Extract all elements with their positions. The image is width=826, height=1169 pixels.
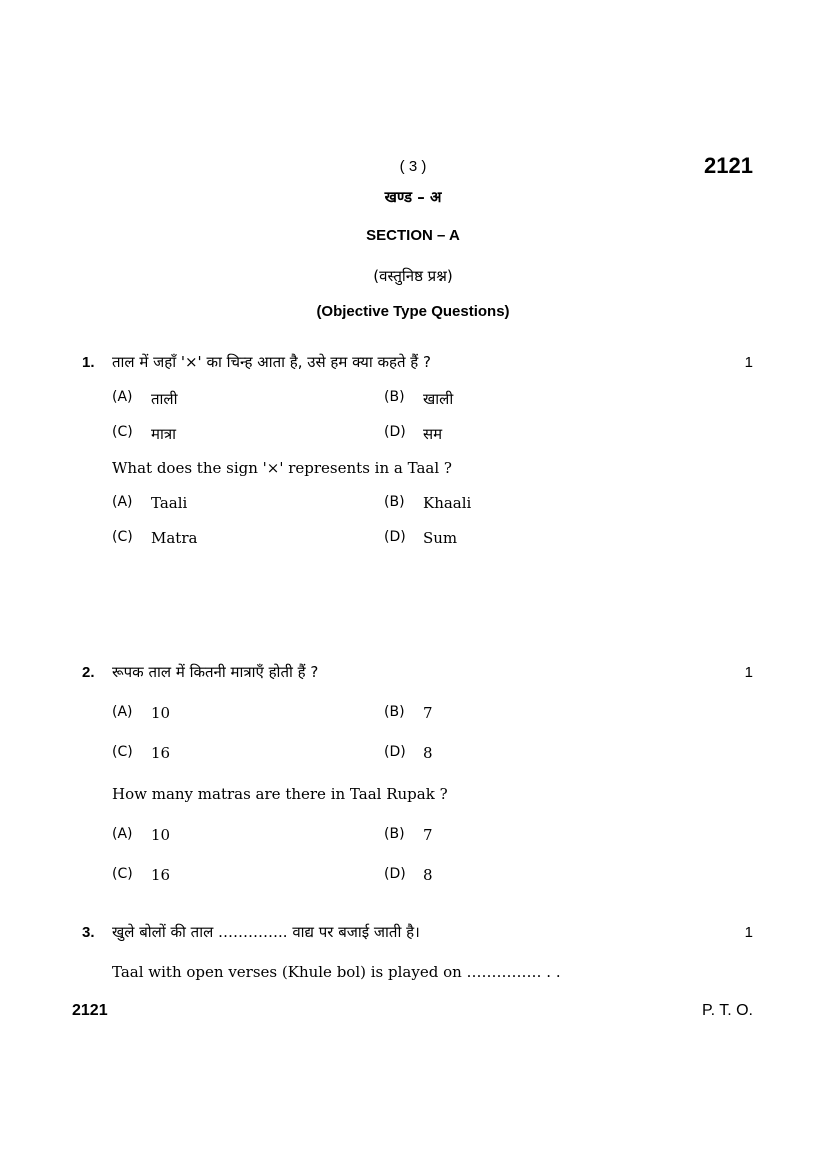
option <box>384 866 433 884</box>
option-label: (A) <box>112 826 133 842</box>
question-text-hindi: रूपक ताल में कितनी मात्राएँ होती हैं ? <box>112 663 319 681</box>
question-type-hindi: (वस्तुनिष्ठ प्रश्न) <box>373 267 453 285</box>
option-text: 10 <box>151 704 171 722</box>
option-label: (A) <box>112 389 133 405</box>
option <box>384 529 457 547</box>
option-label: (A) <box>112 494 133 510</box>
option <box>112 424 176 444</box>
question-number: 2. <box>82 664 95 681</box>
option <box>112 389 178 409</box>
question-text-hindi: ताल में जहाँ '×' का चिन्ह आता है, उसे हम क्या कहते हैं ? <box>112 353 431 371</box>
option-text: 16 <box>151 866 171 884</box>
option-text: ताली <box>151 390 178 408</box>
option-text: मात्रा <box>151 425 177 443</box>
option-text: 16 <box>151 744 171 762</box>
option-text: खाली <box>423 390 454 408</box>
page-number: ( 3 ) <box>399 158 427 175</box>
option-label: (B) <box>384 826 405 842</box>
question-number: 1. <box>82 354 95 371</box>
option <box>384 389 453 409</box>
option-label: (D) <box>384 529 406 545</box>
option-text: 8 <box>423 866 433 884</box>
option-label: (B) <box>384 704 405 720</box>
section-title-english: SECTION – A <box>366 227 460 244</box>
question-type-english: (Objective Type Questions) <box>316 303 510 320</box>
option-text: Khaali <box>423 494 472 512</box>
option <box>112 704 170 722</box>
option-text: Matra <box>151 529 198 547</box>
section-title-hindi: खण्ड – अ <box>384 188 442 206</box>
question-text-english: Taal with open verses (Khule bol) is played on …………… . . <box>112 963 561 981</box>
question-marks: 1 <box>744 354 753 371</box>
option-label: (D) <box>384 744 406 760</box>
question-marks: 1 <box>744 924 753 941</box>
option-label: (C) <box>112 529 133 545</box>
option-label: (B) <box>384 494 405 510</box>
option <box>112 826 170 844</box>
option <box>112 529 197 547</box>
option <box>384 826 433 844</box>
question-number: 3. <box>82 924 95 941</box>
question-text-hindi: खुले बोलों की ताल ………….. वाद्य पर बजाई जाती है। <box>112 923 420 941</box>
option-text: 7 <box>423 704 433 722</box>
question-text-english: What does the sign '×' represents in a Taal ? <box>112 459 452 477</box>
option <box>384 494 471 512</box>
option <box>112 494 187 512</box>
option <box>384 424 442 444</box>
option <box>112 744 170 762</box>
option <box>384 704 433 722</box>
footer-code: 2121 <box>72 1002 108 1019</box>
option-label: (C) <box>112 424 133 440</box>
option-text: Taali <box>151 494 188 512</box>
option-text: 7 <box>423 826 433 844</box>
option-text: 10 <box>151 826 171 844</box>
question-marks: 1 <box>744 664 753 681</box>
option-label: (B) <box>384 389 405 405</box>
option-label: (D) <box>384 424 406 440</box>
option-text: 8 <box>423 744 433 762</box>
option-text: सम <box>423 425 443 443</box>
option <box>384 744 433 762</box>
paper-code: 2121 <box>704 153 753 178</box>
footer-pto: P. T. O. <box>702 1002 753 1019</box>
option-label: (C) <box>112 866 133 882</box>
question-text-english: How many matras are there in Taal Rupak ? <box>112 785 448 803</box>
option-label: (A) <box>112 704 133 720</box>
option-label: (C) <box>112 744 133 760</box>
option-label: (D) <box>384 866 406 882</box>
option <box>112 866 170 884</box>
option-text: Sum <box>423 529 458 547</box>
